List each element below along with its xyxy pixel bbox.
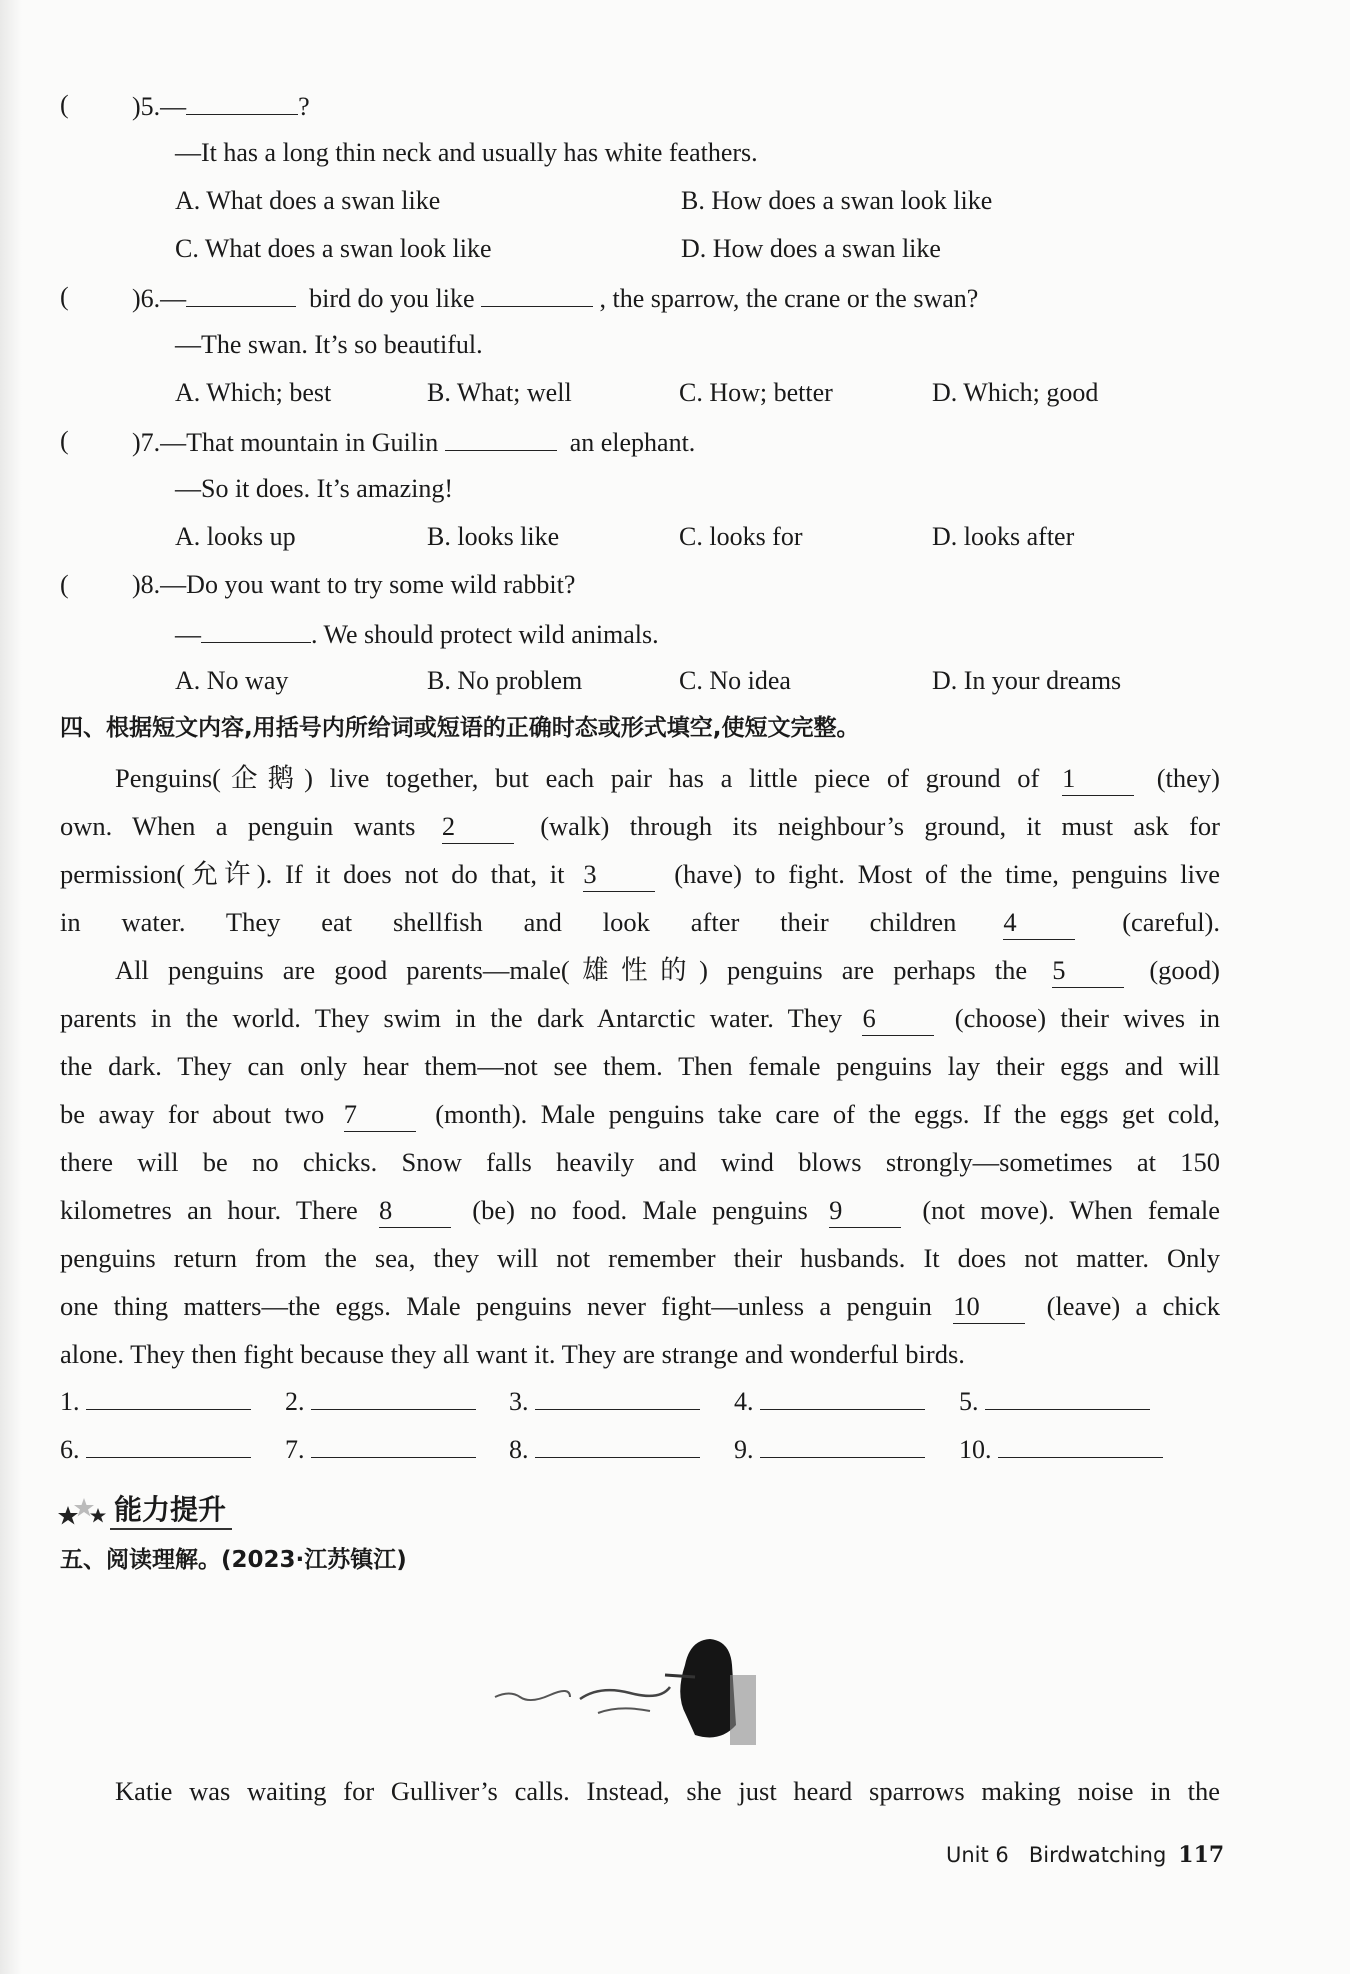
- q6-option-d[interactable]: D. Which; good: [932, 378, 1099, 407]
- answer-label: 8.: [509, 1435, 529, 1464]
- passage-line: [60, 1289, 1220, 1324]
- answer-line[interactable]: [86, 1433, 251, 1458]
- answer-line[interactable]: [535, 1433, 700, 1458]
- passage-line: [115, 761, 1220, 796]
- blank-number: 5: [1052, 953, 1124, 988]
- passage-text: (good): [1149, 955, 1220, 985]
- q8-option-b[interactable]: B. No problem: [427, 666, 583, 695]
- passage-text: (month). Male penguins take care of the eggs. If the eggs get cold,: [435, 1099, 1221, 1129]
- q5-stem-pre: —: [160, 92, 187, 121]
- q7-reply: —So it does. It’s amazing!: [175, 474, 454, 503]
- q8-reply-pre: —: [175, 620, 201, 649]
- answer-label: 1.: [60, 1387, 80, 1416]
- passage-text: (leave) a chick: [1046, 1291, 1221, 1321]
- passage-text: own. When a penguin wants: [60, 811, 416, 841]
- passage-text: kilometres an hour. There: [60, 1195, 358, 1225]
- answer-slot[interactable]: [734, 1385, 925, 1419]
- passage-line: [60, 1001, 1220, 1036]
- answer-line[interactable]: [86, 1385, 251, 1410]
- q6-stem-post: , the sparrow, the crane or the swan?: [599, 284, 979, 313]
- q7-number: )7.: [132, 428, 161, 457]
- answer-line[interactable]: [760, 1385, 925, 1410]
- q8-reply: [175, 616, 659, 652]
- q8-stem-text: —Do you want to try some wild rabbit?: [160, 570, 576, 599]
- q7-option-a[interactable]: A. looks up: [175, 522, 296, 551]
- passage-text: All penguins are good parents—male(雄性的) penguins are perhaps the: [115, 955, 1028, 985]
- passage-text: one thing matters—the eggs. Male penguins never fight—unless a penguin: [60, 1291, 932, 1321]
- answer-label: 2.: [285, 1387, 305, 1416]
- q6-option-a[interactable]: A. Which; best: [175, 378, 332, 407]
- blank-number: 4: [1003, 905, 1075, 940]
- q6-option-b[interactable]: B. What; well: [427, 378, 572, 407]
- answer-label: 5.: [959, 1387, 979, 1416]
- q5-option-c[interactable]: C. What does a swan look like: [175, 234, 492, 263]
- q5-blank[interactable]: [186, 88, 298, 115]
- passage-line: [60, 1241, 1220, 1275]
- blank-number: 9: [829, 1193, 901, 1228]
- q6-paren: (: [60, 282, 69, 311]
- passage-line: [60, 809, 1220, 844]
- q6-stem-mid: bird do you like: [309, 284, 475, 313]
- footer-unit: Unit 6: [946, 1843, 1009, 1867]
- q5-option-a[interactable]: A. What does a swan like: [175, 186, 441, 215]
- q5-stem: [132, 88, 310, 124]
- answer-label: 6.: [60, 1435, 80, 1464]
- passage-text: the dark. They can only hear them—not see them. Then female penguins lay their eggs and will: [60, 1051, 1220, 1081]
- passage-text: (walk) through its neighbour’s ground, it must ask for: [540, 811, 1220, 841]
- q6-stem: [132, 280, 978, 316]
- q6-option-c[interactable]: C. How; better: [679, 378, 833, 407]
- q6-reply: —The swan. It’s so beautiful.: [175, 330, 483, 359]
- q7-blank[interactable]: [445, 424, 557, 451]
- page-edge-shadow: [0, 0, 22, 1974]
- page-number: 117: [1178, 1842, 1225, 1868]
- answer-line[interactable]: [998, 1433, 1163, 1458]
- passage-text: in water. They eat shellfish and look after their children: [60, 907, 957, 937]
- reading-illustration: [490, 1635, 790, 1755]
- passage-line: [60, 1049, 1220, 1083]
- answer-label: 7.: [285, 1435, 305, 1464]
- q7-option-d[interactable]: D. looks after: [932, 522, 1075, 551]
- q8-paren: (: [60, 570, 69, 599]
- passage-text: permission(允许). If it does not do that, it: [60, 859, 565, 889]
- answer-label: 3.: [509, 1387, 529, 1416]
- q7-stem: [132, 424, 695, 460]
- answer-label: 9.: [734, 1435, 754, 1464]
- q5-reply: —It has a long thin neck and usually has white feathers.: [175, 138, 758, 167]
- passage-text: (careful).: [1122, 907, 1221, 937]
- q8-blank[interactable]: [201, 616, 311, 643]
- blank-number: 10: [953, 1289, 1025, 1324]
- answer-label: 4.: [734, 1387, 754, 1416]
- q6-blank-2[interactable]: [481, 280, 593, 307]
- q7-option-c[interactable]: C. looks for: [679, 522, 803, 551]
- passage-line: [60, 1097, 1220, 1132]
- blank-number: 1: [1062, 761, 1134, 796]
- q7-stem-pre: —That mountain in Guilin: [160, 428, 439, 457]
- answer-slot[interactable]: [959, 1433, 1163, 1467]
- passage-text: Penguins(企鹅) live together, but each pair has a little piece of ground of: [115, 763, 1040, 793]
- answer-slot[interactable]: [959, 1385, 1150, 1419]
- passage-text: alone. They then fight because they all want it. They are strange and wonderful birds.: [60, 1339, 965, 1369]
- passage-text: (not move). When female: [922, 1195, 1221, 1225]
- q8-reply-post: . We should protect wild animals.: [311, 620, 659, 649]
- answer-slot[interactable]: [285, 1433, 476, 1467]
- passage-line: [60, 905, 1220, 940]
- q7-option-b[interactable]: B. looks like: [427, 522, 560, 551]
- blank-number: 6: [862, 1001, 934, 1036]
- q5-option-d[interactable]: D. How does a swan like: [681, 234, 941, 263]
- section4-heading: 四、根据短文内容,用括号内所给词或短语的正确时态或形式填空,使短文完整。: [60, 715, 860, 741]
- footer-title: Birdwatching: [1028, 1843, 1167, 1867]
- q8-option-c[interactable]: C. No idea: [679, 666, 791, 695]
- blank-number: 3: [583, 857, 655, 892]
- answer-slot[interactable]: [60, 1433, 251, 1467]
- answer-line[interactable]: [985, 1385, 1150, 1410]
- passage-text: (they): [1156, 763, 1221, 793]
- q7-stem-post: an elephant.: [569, 428, 696, 457]
- q7-paren: (: [60, 426, 69, 455]
- q6-stem-pre: —: [160, 284, 187, 313]
- passage-text: (be) no food. Male penguins: [472, 1195, 808, 1225]
- passage-text: be away for about two: [60, 1099, 325, 1129]
- answer-slot[interactable]: [509, 1385, 700, 1419]
- answer-slot[interactable]: [285, 1385, 476, 1419]
- stars-icon: [58, 1496, 110, 1526]
- ability-banner: [58, 1488, 232, 1528]
- page-footer: [946, 1842, 1224, 1868]
- passage-line: [115, 953, 1220, 988]
- passage-text: there will be no chicks. Snow falls heavily and wind blows strongly—sometimes at 150: [60, 1147, 1220, 1177]
- q8-option-d[interactable]: D. In your dreams: [932, 666, 1122, 695]
- passage-line: [60, 1145, 1220, 1179]
- q5-option-b[interactable]: B. How does a swan look like: [681, 186, 993, 215]
- passage-text: (choose) their wives in: [954, 1003, 1220, 1033]
- answer-line[interactable]: [535, 1385, 700, 1410]
- answer-line[interactable]: [311, 1385, 476, 1410]
- q8-number: )8.: [132, 570, 161, 599]
- q8-stem: [132, 568, 575, 602]
- answer-line[interactable]: [760, 1433, 925, 1458]
- q6-number: )6.: [132, 284, 161, 313]
- q6-blank-1[interactable]: [186, 280, 296, 307]
- q5-paren: (: [60, 90, 69, 119]
- q5-stem-post: ?: [298, 92, 310, 121]
- passage-line: [60, 857, 1220, 892]
- answer-label: 10.: [959, 1435, 992, 1464]
- section5-heading: 五、阅读理解。(2023·江苏镇江): [60, 1547, 407, 1573]
- answer-line[interactable]: [311, 1433, 476, 1458]
- answer-slot[interactable]: [734, 1433, 925, 1467]
- passage-text: (have) to fight. Most of the time, penguins live: [674, 859, 1221, 889]
- blank-number: 7: [344, 1097, 416, 1132]
- section5-first-line: Katie was waiting for Gulliver’s calls. Instead, she just heard sparrows making noise in the: [115, 1776, 1220, 1806]
- passage-text: parents in the world. They swim in the dark Antarctic water. They: [60, 1003, 843, 1033]
- passage-line: [60, 1337, 1220, 1371]
- passage-line: [60, 1193, 1220, 1228]
- passage-text: penguins return from the sea, they will not remember their husbands. It does not matter. Only: [60, 1243, 1220, 1273]
- answer-slot[interactable]: [60, 1385, 251, 1419]
- banner-title: 能力提升: [110, 1493, 232, 1530]
- answer-slot[interactable]: [509, 1433, 700, 1467]
- blank-number: 2: [442, 809, 514, 844]
- q8-option-a[interactable]: A. No way: [175, 666, 289, 695]
- q5-number: )5.: [132, 92, 161, 121]
- blank-number: 8: [379, 1193, 451, 1228]
